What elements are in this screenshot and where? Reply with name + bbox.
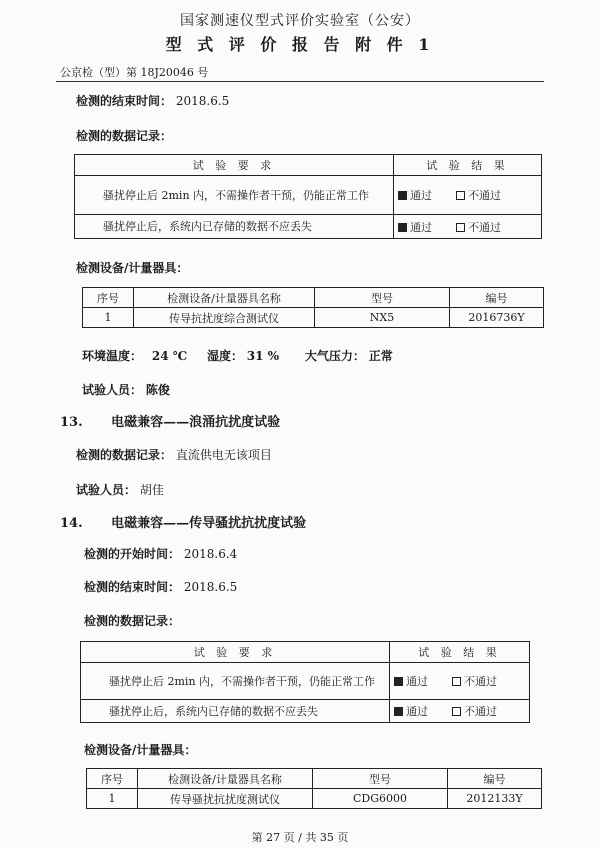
unchecked-box-icon — [452, 677, 461, 686]
temp-value: 24 ℃ — [151, 349, 188, 363]
col-header: 检测设备/计量器具名称 — [138, 769, 313, 789]
start-time-value: 2018.6.4 — [183, 547, 238, 561]
records-label-text: 检测的数据记录： — [76, 448, 173, 462]
page-number: 第 27 页 / 共 35 页 — [251, 831, 349, 844]
fail-label: 不通过 — [468, 189, 501, 202]
col-header: 编号 — [450, 288, 544, 308]
end-time-row — [76, 92, 229, 109]
table-header-row — [75, 155, 542, 176]
result-cell — [394, 215, 542, 239]
req-cell: 骚扰停止后，系统内已存储的数据不应丢失 — [75, 215, 394, 239]
end-time-row — [84, 578, 237, 595]
equipment-label — [76, 259, 188, 276]
records-label-text: 检测的数据记录： — [84, 614, 181, 628]
section-title: 电磁兼容——传导骚扰抗扰度试验 — [111, 516, 307, 531]
checked-box-icon — [394, 707, 403, 716]
section-title: 电磁兼容——浪涌抗扰度试验 — [111, 415, 281, 430]
result-cell — [390, 700, 530, 723]
cell: 2016736Y — [450, 308, 544, 328]
checked-box-icon — [398, 223, 407, 232]
section-number: 13. — [60, 415, 83, 430]
fail-label: 不通过 — [468, 220, 501, 234]
document-title: 型 式 评 价 报 告 附 件 1 — [165, 35, 435, 54]
report-number: 公京检（型）第 18J20046 号 — [60, 66, 209, 79]
equipment-label — [84, 741, 196, 758]
start-time-row — [84, 545, 237, 562]
fail-label: 不通过 — [464, 675, 497, 688]
cell: CDG6000 — [313, 789, 448, 809]
lab-name: 国家测速仪型式评价实验室（公安） — [180, 13, 420, 29]
req-cell: 骚扰停止后，系统内已存储的数据不应丢失 — [81, 700, 390, 723]
records-row — [76, 446, 272, 463]
cell: NX5 — [315, 308, 450, 328]
records-label-text: 检测的数据记录： — [76, 129, 173, 143]
result-cell — [390, 663, 530, 700]
cell: 传导骚扰抗扰度测试仪 — [138, 789, 313, 809]
table-row — [75, 176, 542, 215]
table-header-row — [81, 642, 530, 663]
cell: 传导抗扰度综合测试仪 — [134, 308, 315, 328]
section-13-heading — [60, 411, 280, 430]
col-header: 检测设备/计量器具名称 — [134, 288, 315, 308]
table-header-row — [83, 288, 544, 308]
pressure-label: 大气压力： — [304, 349, 365, 363]
pass-label: 通过 — [406, 705, 428, 718]
environment-row — [82, 347, 393, 364]
header-divider — [56, 81, 544, 82]
humidity-label: 湿度： — [206, 349, 243, 363]
tester-name: 胡佳 — [139, 483, 164, 497]
col-header: 编号 — [448, 769, 542, 789]
humidity-value: 31 % — [246, 349, 280, 363]
tester-label: 试验人员： — [76, 483, 137, 497]
requirements-table — [80, 641, 530, 723]
checked-box-icon — [398, 191, 407, 200]
end-time-label: 检测的结束时间： — [76, 94, 173, 108]
records-label — [84, 612, 180, 629]
tester-label: 试验人员： — [82, 383, 143, 397]
requirements-table — [74, 154, 542, 239]
tester-row — [76, 481, 164, 498]
fail-label: 不通过 — [464, 705, 497, 718]
result-header: 试 验 结 果 — [394, 155, 542, 176]
equipment-label-text: 检测设备/计量器具： — [84, 743, 197, 757]
equipment-table — [86, 768, 542, 809]
cell: 1 — [83, 308, 134, 328]
records-label — [76, 127, 172, 144]
col-header: 序号 — [87, 769, 138, 789]
result-header: 试 验 结 果 — [390, 642, 530, 663]
pressure-value: 正常 — [368, 349, 393, 363]
end-time-value: 2018.6.5 — [183, 580, 238, 594]
req-cell: 骚扰停止后 2min 内，不需操作者干预，仍能正常工作 — [81, 663, 390, 700]
end-time-value: 2018.6.5 — [175, 94, 230, 108]
checked-box-icon — [394, 677, 403, 686]
records-value: 直流供电无该项目 — [175, 448, 272, 462]
tester-name: 陈俊 — [145, 383, 170, 397]
pass-label: 通过 — [406, 675, 428, 688]
unchecked-box-icon — [452, 707, 461, 716]
pass-label: 通过 — [410, 220, 432, 234]
section-14-heading — [60, 512, 306, 531]
table-row — [81, 663, 530, 700]
section-number: 14. — [60, 516, 83, 531]
req-header: 试 验 要 求 — [75, 155, 394, 176]
cell: 1 — [87, 789, 138, 809]
col-header: 型号 — [315, 288, 450, 308]
tester-row — [82, 381, 170, 398]
req-cell: 骚扰停止后 2min 内，不需操作者干预，仍能正常工作 — [75, 176, 394, 215]
unchecked-box-icon — [456, 223, 465, 232]
table-row — [87, 789, 542, 809]
table-header-row — [87, 769, 542, 789]
temp-label: 环境温度： — [82, 349, 143, 363]
req-header: 试 验 要 求 — [81, 642, 390, 663]
equipment-table — [82, 287, 544, 328]
col-header: 序号 — [83, 288, 134, 308]
equipment-label-text: 检测设备/计量器具： — [76, 261, 189, 275]
table-row — [83, 308, 544, 328]
end-time-label: 检测的结束时间： — [84, 580, 181, 594]
unchecked-box-icon — [456, 191, 465, 200]
result-cell — [394, 176, 542, 215]
cell: 2012133Y — [448, 789, 542, 809]
table-row — [75, 215, 542, 239]
table-row — [81, 700, 530, 723]
pass-label: 通过 — [410, 189, 432, 202]
col-header: 型号 — [313, 769, 448, 789]
start-time-label: 检测的开始时间： — [84, 547, 181, 561]
